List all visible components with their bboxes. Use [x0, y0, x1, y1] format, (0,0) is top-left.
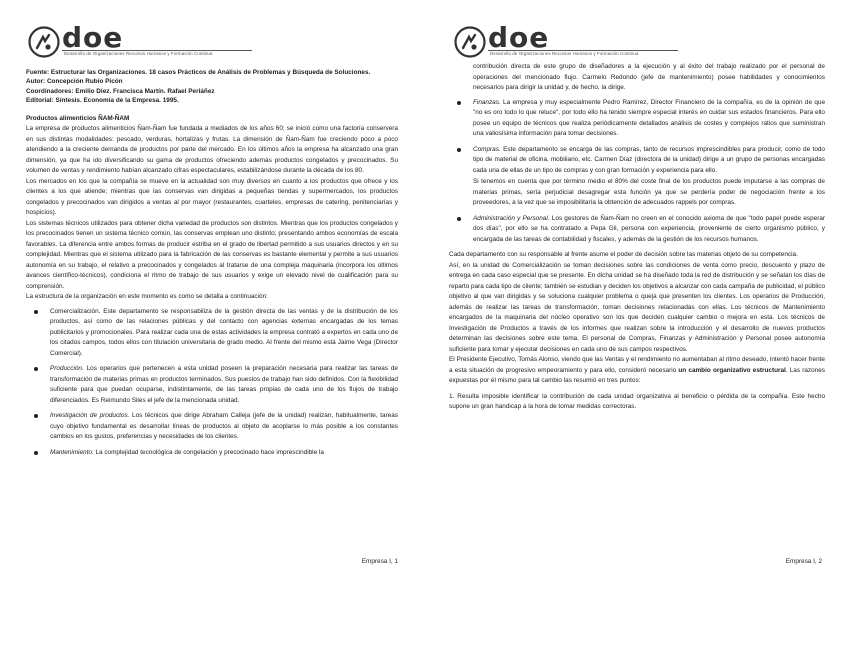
list-item — [449, 145, 825, 209]
paragraph: La estructura de la organización en este momento es como se detalla a continuación: — [26, 293, 268, 301]
source-block — [26, 68, 398, 106]
author-line: Autor: Concepción Rubio Picón — [26, 78, 123, 86]
continued-text: contribución directa de este grupo de diseñadores a la ejecución y al éxito del trabajo realizado por el personal de operaciones del mencionado flujo. Carmelo Redondo (jefe de mantenimiento) posee habilidades y conocimientos necesarios para dirigir la unidad y, de hecho, la dirige. — [473, 63, 825, 91]
logo-wordmark: doe — [488, 21, 550, 54]
list-item — [26, 307, 398, 360]
bullet-icon — [34, 451, 38, 455]
paragraph: Cada departamento con su responsable al frente asume el poder de decisión sobre las materias objeto de su competencia. — [449, 251, 798, 258]
bullet-icon — [34, 310, 38, 314]
item-lead: Investigación de productos. — [50, 412, 130, 420]
item-lead: Comercialización. — [50, 307, 101, 315]
coordinators-line: Coordinadores: Emilio Díez. Francisca Martín. Rafael Periáñez — [26, 87, 215, 95]
emphasis-text: un cambio organizativo estructural — [678, 366, 786, 374]
page-footer: Empresa I, 2 — [785, 558, 822, 565]
logo-tagline: Desarrollo de Organizaciones Recursos Humanos y Formación Continua — [490, 51, 639, 56]
item-text: La empresa y muy especialmente Pedro Ramírez, Director Financiero de la compañía, es de la opinión de que "no es oro todo lo que reluce", por todo ello ha tenido siempre especial interés en cuidar sus estados financieros. Para ello posee un equipo de técnicos que realiza periódicamente detallados análisis de costes y complejos ratios que suministran una valiosísima información para tomar decisiones. — [473, 98, 825, 137]
section-title: Productos alimenticios ÑAM-ÑAM — [26, 114, 130, 122]
item-text: Este departamento se responsabiliza de la gestión directa de las ventas y de la distribución de los productos, así como de las relaciones públicas y del contacto con agencias externas encargadas de los temas publicitarios y promocionales. Para realizar cada una de estas actividades la empresa contrató a expertos en cada uno de los citados campos, todos ellos con titulación universitaria de grado medio. Al frente del mismo está Jaime Vega (Director Comercial). — [50, 307, 398, 357]
department-list — [26, 307, 398, 459]
item-lead: Producción. — [50, 365, 84, 373]
list-item — [26, 364, 398, 406]
numbered-point: 1. Resulta imposible identificar la contribución de cada unidad organizativa al beneficio o pérdida de la compañía. Este hecho supone un gran handicap a la hora de tomar medidas correctoras. — [449, 392, 825, 410]
item-text: Los técnicos que dirige Abraham Calleja (jefe de la unidad) realizan, habitualmente, tareas cuyo objetivo fundamental es desarrollar líneas de productos al objeto de acoplarse lo más posible a los constantes cambios en los gustos, preferencias y necesidades de los clientes. — [50, 412, 398, 441]
logo-wordmark: doe — [62, 21, 124, 54]
list-item — [449, 98, 825, 140]
item-text: Este departamento se encarga de las compras, tanto de recursos imprescindibles para producir, como de todo tipo de material de oficina, mobiliario, etc. Carmen Díaz (directora de la unidad) dirige a un grupo de personas encargadas cada una de ellas de un tipo de compras y con gran formación y experiencia para ello. — [473, 145, 825, 174]
item-lead: Finanzas. — [473, 98, 501, 106]
document-page-1 — [0, 0, 424, 580]
item-lead: Administración y Personal. — [473, 214, 550, 222]
bullet-icon — [457, 148, 461, 152]
paragraph: Los sistemas técnicos utilizados para obtener dicha variedad de productos son distintos. Mientras que los productos congelados y los precocinados tienen un sistema técnico común, las conservas emplean uno distinto; presentando ambos economías de escala favorables. La diferencia entre ambos formas de producir estriba en el grado de libertad permitido a sus usuarios directos y en su complejidad. Mientras que el sistema utilizado para la fabricación de las conservas es bastante elemental y permite a sus usuarios autonomía en su trabajo, el relativo a precocinados y congelados al tratarse de una compleja maquinaria (incorpora los últimos avances científico-técnicos), condiciona el ritmo de trabajo de sus usuarios y exige un elevado nivel de cualificación para su comprensión. — [26, 219, 398, 290]
bullet-icon — [34, 367, 38, 371]
doe-emblem-icon — [454, 26, 486, 58]
document-page-2 — [424, 0, 848, 580]
list-item — [26, 411, 398, 443]
item-extra-text: Si tenemos en cuenta que por término medio el 80% del coste final de los productos puede imputarse a las compras de materias primas, sería perjudicial desagregar esta función ya que se perdería poder de negociación frente a los proveedores, a la vez que se imposibilitaría la obtención de adecuados rappels por compras. — [473, 178, 825, 206]
page-2-body — [449, 62, 825, 413]
item-text: Los operarios que pertenecen a esta unidad poseen la preparación necesaria para realizar las tareas de transformación de materias primas en productos terminados. Sus puestos de trabajo han sido definidos. Con la flexibilidad suficiente para que puedan ocuparse, indistintamente, de las tareas propias de cada uno de los flujos de trabajo diferenciados. Es Reimundo Siles el jefe de la mencionada unidad. — [50, 365, 398, 404]
list-item — [26, 448, 398, 459]
page-footer: Empresa I, 1 — [361, 558, 398, 565]
page-1-body — [26, 68, 398, 463]
doe-emblem-icon — [28, 26, 60, 58]
item-lead: Compras. — [473, 145, 501, 153]
list-item — [449, 214, 825, 246]
bullet-icon — [457, 101, 461, 105]
publisher-line: Editorial: Síntesis. Economía de la Empresa. 1995. — [26, 97, 179, 105]
item-lead: Mantenimiento. — [50, 448, 94, 456]
paragraph-text: . Las razones expuestas por él mismo para tal cambio las resumió en tres puntos: — [449, 366, 825, 384]
item-text: La complejidad tecnológica de congelación y precocinado hace imprescindible la — [93, 448, 324, 456]
logo-tagline: Desarrollo de Organizaciones Recursos Humanos y Formación Continua — [64, 51, 213, 56]
source-line: Fuente: Estructurar las Organizaciones. 18 casos Prácticos de Análisis de Problemas y Búsqueda de Soluciones. — [26, 69, 371, 76]
bullet-icon — [34, 414, 38, 418]
paragraph: La empresa de productos alimenticios Ñam-Ñam fue fundada a mediados de los años 60; se inició como una factoría conservera en sus distintas modalidades: pescado, verduras, hortalizas y frutas. La dimensión de Ñam-Ñam fue creciendo poco a poco atendiendo a la creciente demanda de productos por parte del mercado. En los últimos años la empresa ha alcanzado una gran dimensión, ya que ha ido diversificando su gama de productos ofreciendo además productos congelados y precocinados. Su volumen de ventas y rendimiento habían alcanzado cifras espectaculares, estabilizándose durante la década de los 80. — [26, 125, 398, 175]
paragraph: Los mercados en los que la compañía se mueve en la actualidad son muy diversos en cuanto a los productos que ofrece y los clientes a los que atiende; mientras que las conservas van dirigidas a pequeñas tiendas y supermercados, los productos congelados y precocinados van dirigidos a ventas al por mayor (restaurantes, cuarteles, empresas de catering, penitenciarías y hospicios). — [26, 177, 398, 217]
paragraph: Así, en la unidad de Comercialización se toman decisiones sobre las condiciones de venta como precio, descuento y plazo de entrega en cada caso especial que se presente. En dicha unidad se ha diseñado toda la red de distribución y se señalan los días de reparto para cada tipo de cliente; también se estudian y deciden los objetivos a alcanzar con cada campaña de publicidad, el público objetivo al que van dirigidas y se soluciona cualquier problema o queja que presenten los clientes. Los operarios de Producción, además de realizar las tareas de transformación, toman decisiones relacionadas con ellas. Los técnicos de Mantenimiento encargados de la maquinaria del núcleo operativo son los que deciden cualquier cambio o mejora en esta. Los técnicos de Investigación de Productos a través de los informes que realizan sobre la introducción y el desarrollo de nuevos productos determinan las decisiones sobre este tema. El personal de Compras, Finanzas y Administración y Personal posee autonomía suficiente para tomar y ejecutar decisiones en cada uno de sus campos respectivos. — [449, 261, 825, 353]
department-list — [449, 98, 825, 246]
bullet-icon — [457, 217, 461, 221]
item-text: Los gestores de Ñam-Ñam no creen en el conocido axioma de que "todo papel puede esperar dos días", por ello se ha contratado a Pepa Gil, persona con experiencia, proveniente de cierto organismo público, y encargada de las tareas de contabilidad y fiscales, y además de la gestión de los recursos humanos. — [473, 214, 826, 243]
paragraph-text: El Presidente Ejecutivo, Tomás Alonso, viendo que las Ventas y el rendimiento no aumentaban al ritmo deseado, intentó hacer frente a esta situación de progresivo empeoramiento y para ello, consideró necesario — [449, 356, 825, 374]
paragraph — [449, 355, 825, 387]
